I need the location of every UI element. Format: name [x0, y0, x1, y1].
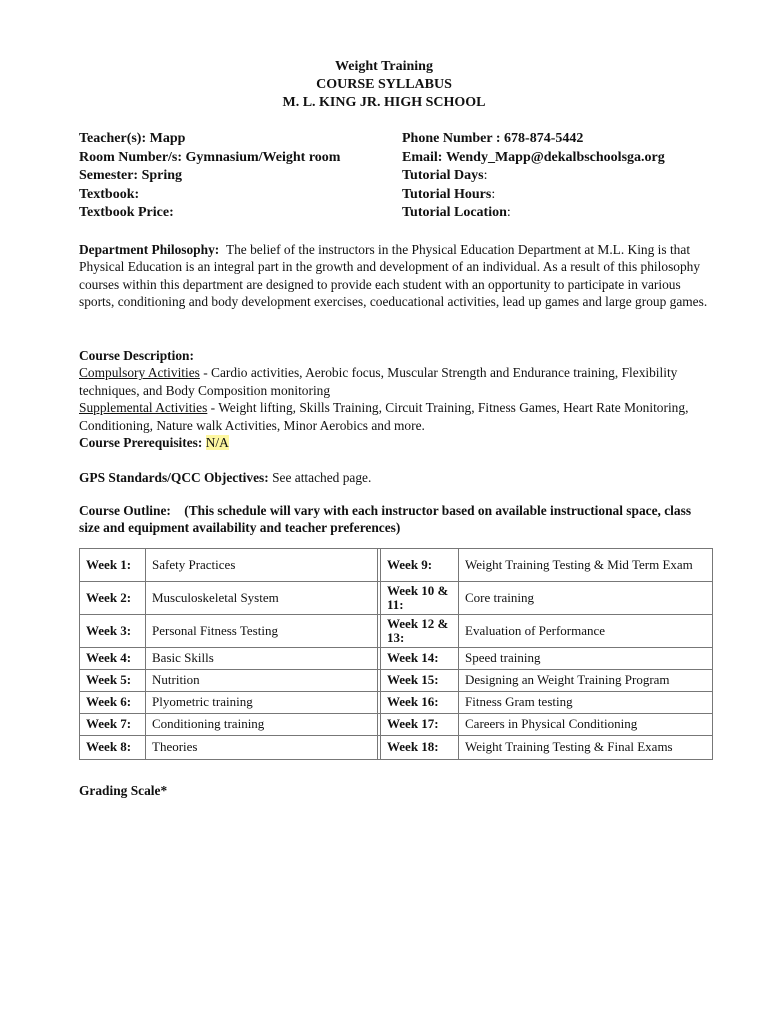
week-cell: Week 16:: [381, 692, 459, 714]
outline-label: Course Outline:: [79, 503, 171, 518]
textbook-price-label: Textbook Price:: [79, 205, 174, 221]
week-cell: Week 14:: [381, 648, 459, 670]
week-cell: Week 7:: [80, 714, 146, 736]
philosophy-label: Department Philosophy:: [79, 242, 220, 257]
supplemental-activities: [79, 399, 715, 434]
table-row: [80, 670, 713, 692]
course-description: [79, 347, 715, 451]
semester-label: Semester:: [79, 168, 139, 184]
outline-note: (This schedule will vary with each instructor based on available instructional space, class size and equipment availability and teacher preferences): [79, 503, 692, 536]
week-cell: Week 18:: [381, 736, 459, 760]
school-name: M. L. KING JR. HIGH SCHOOL: [282, 95, 486, 110]
week-cell: Week 2:: [80, 582, 146, 615]
course-prerequisites: [79, 434, 715, 451]
week-cell: Week 1:: [80, 549, 146, 582]
standards-label: GPS Standards/QCC Objectives:: [79, 470, 269, 485]
supplemental-text: - Weight lifting, Skills Training, Circuit Training, Fitness Games, Heart Rate Monitoring, Conditioning, Nature walk Activities, Minor Aerobics and more.: [79, 400, 689, 433]
prerequisites-label: Course Prerequisites:: [79, 435, 203, 451]
course-outline-heading: [79, 502, 715, 537]
course-title: Weight Training: [335, 59, 433, 74]
tutorial-location-colon: :: [506, 205, 511, 221]
topic-cell: Plyometric training: [146, 692, 378, 714]
table-row: [80, 582, 713, 615]
compulsory-label: Compulsory Activities: [79, 365, 200, 381]
document-header: [0, 58, 768, 112]
table-row: [80, 648, 713, 670]
topic-cell: Conditioning training: [146, 714, 378, 736]
week-cell: Week 17:: [381, 714, 459, 736]
topic-cell: Basic Skills: [146, 648, 378, 670]
table-row: [80, 736, 713, 760]
week-cell: Week 4:: [80, 648, 146, 670]
table-row: [80, 615, 713, 648]
topic-cell: Weight Training Testing & Final Exams: [459, 736, 713, 760]
topic-cell: Evaluation of Performance: [459, 615, 713, 648]
topic-cell: Weight Training Testing & Mid Term Exam: [459, 549, 713, 582]
outline-table-body: [80, 549, 713, 760]
info-row-textbook-price: [79, 204, 719, 223]
tutorial-location-label: Tutorial Location: [402, 205, 507, 221]
week-cell: Week 5:: [80, 670, 146, 692]
topic-cell: Personal Fitness Testing: [146, 615, 378, 648]
topic-cell: Speed training: [459, 648, 713, 670]
table-row: [80, 549, 713, 582]
compulsory-activities: [79, 364, 715, 399]
grading-label: Grading Scale*: [79, 783, 168, 798]
info-row-semester: [79, 167, 719, 186]
tutorial-hours-label: Tutorial Hours: [402, 186, 492, 202]
standards-value: See attached page.: [272, 470, 372, 485]
topic-cell: Careers in Physical Conditioning: [459, 714, 713, 736]
semester-value: Spring: [141, 168, 183, 184]
info-row-room: [79, 149, 719, 168]
textbook-label: Textbook:: [79, 186, 140, 202]
teacher-value: Mapp: [149, 131, 186, 146]
philosophy-text: The belief of the instructors in the Physical Education Department at M.L. King is that Physical Education is an integral part in the growth and development of an individual. As a result of this philosophy courses within this department are designed to provide each student with an opportunity to participate in various sports, conditioning and body development exercises, coeducational activities, lead up games and large group games.: [79, 242, 708, 310]
course-info: [79, 130, 719, 223]
department-philosophy: [79, 241, 715, 311]
supplemental-label: Supplemental Activities: [79, 400, 208, 416]
week-cell: Week 15:: [381, 670, 459, 692]
week-cell: Week 6:: [80, 692, 146, 714]
description-label: Course Description:: [79, 348, 194, 363]
course-outline-table: [79, 548, 713, 760]
phone-label: Phone Number :: [402, 131, 501, 146]
tutorial-days-colon: :: [483, 168, 488, 184]
week-cell: Week 8:: [80, 736, 146, 760]
syllabus-title: COURSE SYLLABUS: [316, 77, 452, 92]
gps-standards: [79, 469, 715, 486]
tutorial-hours-colon: :: [491, 186, 496, 202]
topic-cell: Designing an Weight Training Program: [459, 670, 713, 692]
table-row: [80, 714, 713, 736]
email-value[interactable]: Wendy_Mapp@dekalbschoolsga.org: [445, 149, 665, 165]
room-label: Room Number/s:: [79, 149, 183, 165]
topic-cell: Nutrition: [146, 670, 378, 692]
phone-value: 678-874-5442: [504, 131, 584, 146]
teacher-label: Teacher(s):: [79, 131, 147, 146]
topic-cell: Core training: [459, 582, 713, 615]
topic-cell: Musculoskeletal System: [146, 582, 378, 615]
info-row-textbook: [79, 186, 719, 205]
grading-scale: [79, 782, 715, 799]
week-cell: Week 3:: [80, 615, 146, 648]
email-label: Email:: [402, 149, 443, 165]
room-value: Gymnasium/Weight room: [185, 149, 341, 165]
week-cell: Week 10 & 11:: [381, 582, 459, 615]
topic-cell: Theories: [146, 736, 378, 760]
table-row: [80, 692, 713, 714]
topic-cell: Fitness Gram testing: [459, 692, 713, 714]
tutorial-days-label: Tutorial Days: [402, 168, 484, 184]
week-cell: Week 12 & 13:: [381, 615, 459, 648]
info-row-teacher: [79, 130, 719, 149]
compulsory-text: - Cardio activities, Aerobic focus, Muscular Strength and Endurance training, Flexibility techniques, and Body Composition monitoring: [79, 365, 678, 398]
prerequisites-value: N/A: [205, 435, 229, 451]
week-cell: Week 9:: [381, 549, 459, 582]
topic-cell: Safety Practices: [146, 549, 378, 582]
